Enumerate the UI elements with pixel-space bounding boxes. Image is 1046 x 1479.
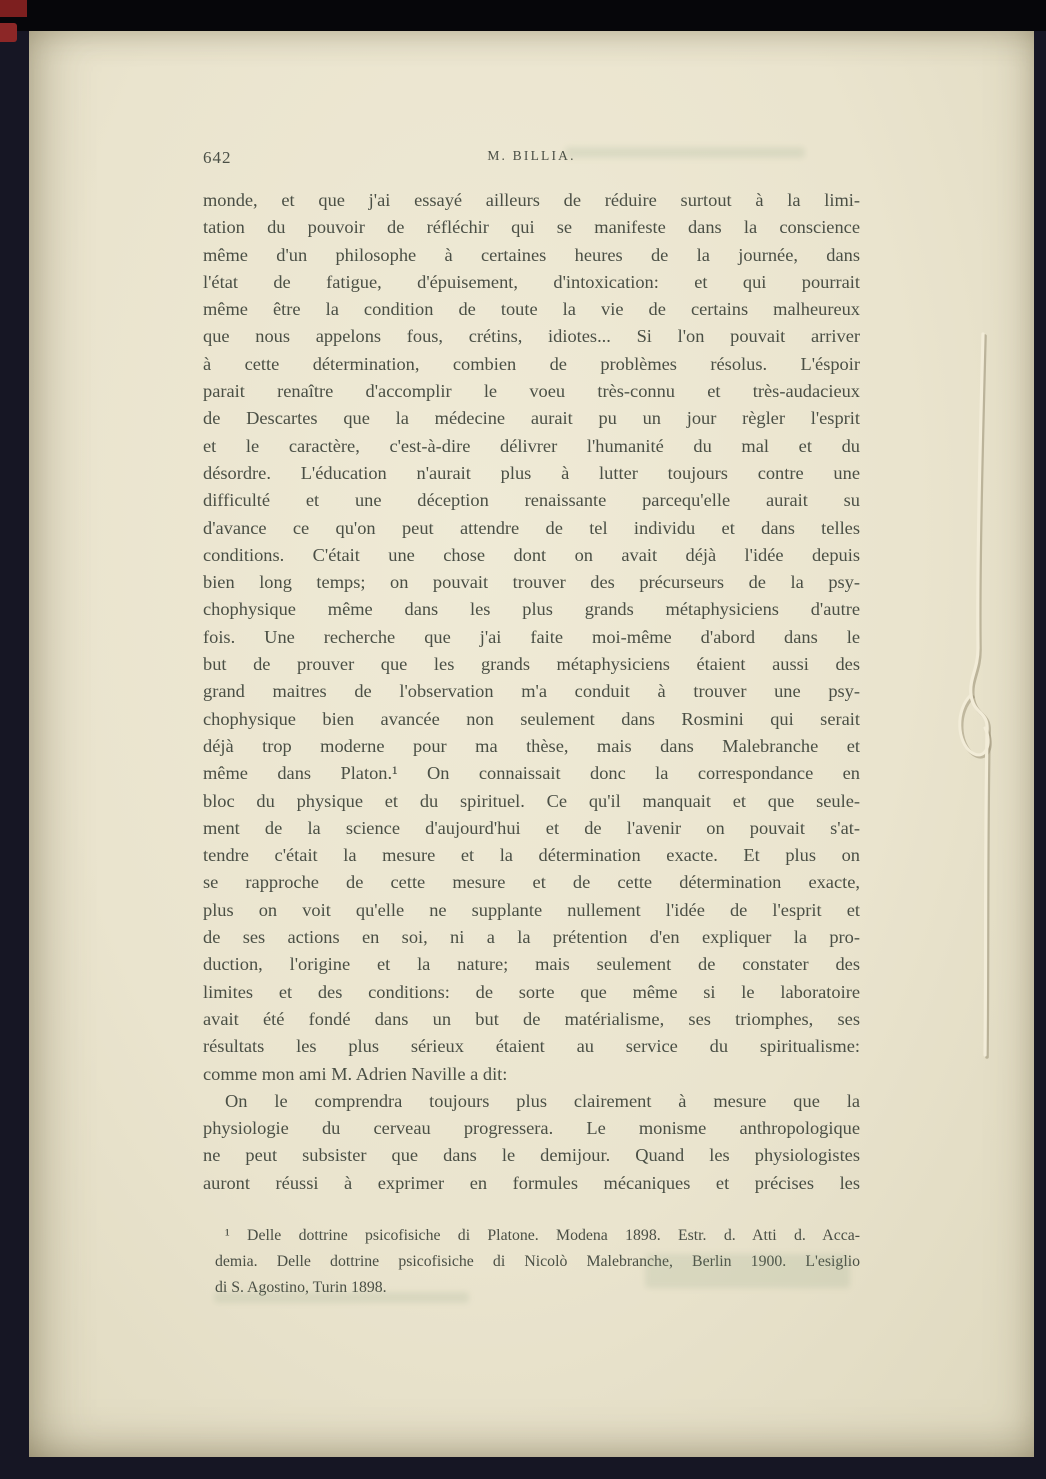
text-line: tendre c'était la mesure et la détermination exacte. Et plus on	[203, 845, 860, 866]
text-line: comme mon ami M. Adrien Naville a dit:	[203, 1063, 508, 1084]
text-line: même dans Platon.¹ On connaissait donc la correspondance en	[203, 763, 860, 784]
show-through-mark	[645, 1254, 850, 1288]
book-page	[29, 31, 1034, 1457]
text-line: et le caractère, c'est-à-dire délivrer l'humanité du mal et du	[203, 435, 860, 456]
body-text	[203, 187, 860, 1197]
text-line: d'avance ce qu'on peut attendre de tel individu et dans telles	[203, 517, 860, 538]
text-line: duction, l'origine et la nature; mais seulement de constater des	[203, 954, 860, 975]
text-line: déjà trop moderne pour ma thèse, mais dans Malebranche et	[203, 735, 860, 756]
text-line: but de prouver que les grands métaphysiciens étaient aussi des	[203, 654, 860, 675]
text-line: chophysique bien avancée non seulement dans Rosmini qui serait	[203, 708, 860, 729]
binding-red-mark	[0, 0, 27, 17]
binding-red-mark	[0, 23, 17, 42]
text-line: On le comprendra toujours plus clairement à mesure que la	[225, 1090, 860, 1111]
running-title: M. BILLIA.	[487, 148, 576, 163]
text-line: de Descartes que la médecine aurait pu un jour règler l'esprit	[203, 408, 860, 429]
text-line: monde, et que j'ai essayé ailleurs de réduire surtout à la limi-	[203, 190, 860, 210]
text-line: de ses actions en soi, ni a la prétention d'en expliquer la pro-	[203, 927, 860, 948]
text-line: ¹ Delle dottrine psicofisiche di Platone. Modena 1898. Estr. d. Atti d. Acca-	[225, 1227, 860, 1244]
text-line: à cette détermination, combien de problèmes résolus. L'éspoir	[203, 353, 860, 374]
text-line: di S. Agostino, Turin 1898.	[215, 1279, 387, 1296]
page-number: 642	[203, 148, 232, 167]
binding-thread-icon	[945, 318, 1025, 1083]
text-line: bien long temps; on pouvait trouver des précurseurs de la psy-	[203, 572, 860, 593]
scan-background-strip	[0, 0, 1046, 31]
text-line: ne peut subsister que dans le demijour. Quand les physiologistes	[203, 1145, 860, 1166]
text-line: physiologie du cerveau progressera. Le monisme anthropologique	[203, 1118, 860, 1139]
show-through-mark	[565, 147, 805, 158]
text-line: que nous appelons fous, crétins, idiotes... Si l'on pouvait arriver	[203, 326, 860, 347]
text-line: ment de la science d'aujourd'hui et de l'avenir on pouvait s'at-	[203, 817, 860, 838]
book-binding-edge	[0, 0, 30, 1479]
text-line: auront réussi à exprimer en formules mécaniques et précises les	[203, 1172, 860, 1193]
text-line: fois. Une recherche que j'ai faite moi-même d'abord dans le	[203, 626, 860, 647]
text-line: bloc du physique et du spirituel. Ce qu'il manquait et que seule-	[203, 790, 860, 811]
text-line: même d'un philosophe à certaines heures de la journée, dans	[203, 244, 860, 265]
text-line: grand maitres de l'observation m'a conduit à trouver une psy-	[203, 681, 860, 702]
text-line: résultats les plus sérieux étaient au service du spiritualisme:	[203, 1036, 860, 1057]
text-line: même être la condition de toute la vie de certains malheureux	[203, 299, 860, 320]
text-line: se rapproche de cette mesure et de cette détermination exacte,	[203, 872, 860, 893]
show-through-mark	[214, 1292, 469, 1303]
text-line: chophysique même dans les plus grands métaphysiciens d'autre	[203, 599, 860, 620]
text-line: limites et des conditions: de sorte que même si le laboratoire	[203, 981, 860, 1002]
text-line: plus on voit qu'elle ne supplante nullement l'idée de l'esprit et	[203, 899, 860, 920]
text-line: demia. Delle dottrine psicofisiche di Nicolò Malebranche, Berlin 1900. L'esiglio	[215, 1253, 860, 1270]
text-line: désordre. L'éducation n'aurait plus à lutter toujours contre une	[203, 462, 860, 483]
text-line: difficulté et une déception renaissante parcequ'elle aurait su	[203, 490, 860, 511]
text-line: avait été fondé dans un but de matérialisme, ses triomphes, ses	[203, 1008, 860, 1029]
text-line: conditions. C'était une chose dont on avait déjà l'idée depuis	[203, 544, 860, 565]
text-line: l'état de fatigue, d'épuisement, d'intoxication: et qui pourrait	[203, 271, 860, 292]
text-line: parait renaître d'accomplir le voeu très-connu et très-audacieux	[203, 381, 860, 402]
text-line: tation du pouvoir de réfléchir qui se manifeste dans la conscience	[203, 217, 860, 238]
